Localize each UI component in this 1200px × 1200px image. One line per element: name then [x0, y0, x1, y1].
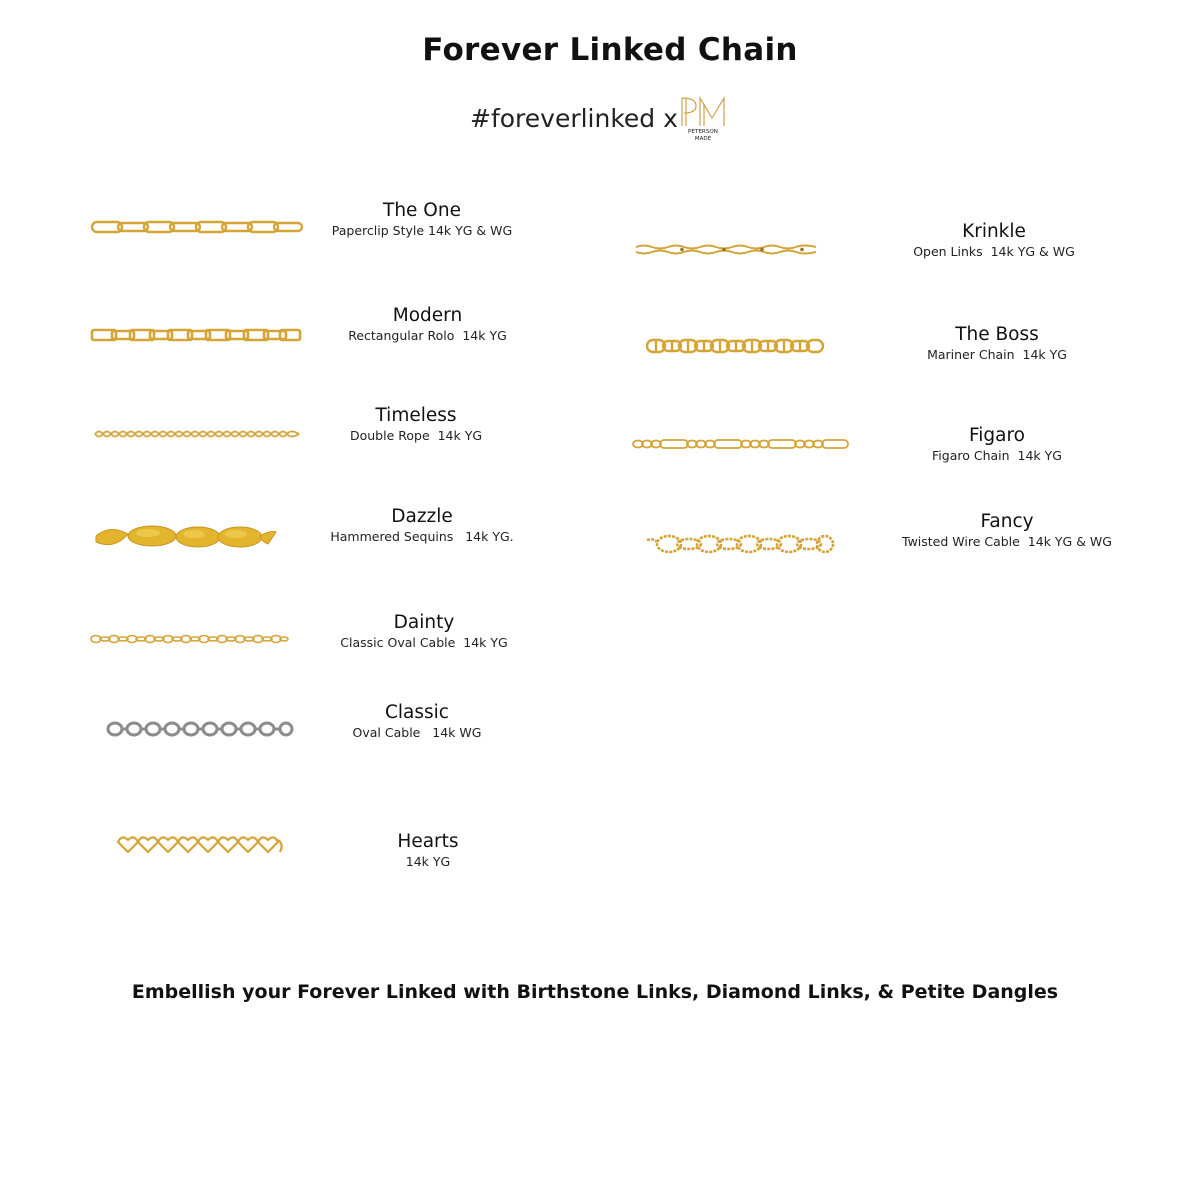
chain-description: Open Links 14k YG & WG: [913, 244, 1075, 259]
chain-label-hearts: [370, 831, 486, 871]
chain-name: The Boss: [955, 324, 1039, 345]
chain-description: Classic Oval Cable 14k YG: [340, 635, 508, 650]
chain-name: Timeless: [375, 405, 457, 426]
chain-description: Hammered Sequins 14k YG.: [330, 529, 514, 544]
chain-description: 14k YG: [405, 854, 451, 869]
peterson-made-logo: [676, 96, 728, 142]
chain-name: The One: [383, 200, 461, 221]
chain-description: Rectangular Rolo 14k YG: [348, 328, 507, 343]
chain-image-timeless: [93, 428, 301, 440]
chain-label-the-one: [322, 200, 522, 240]
chain-label-figaro: [922, 425, 1072, 465]
chain-name: Dainty: [393, 612, 455, 633]
chain-image-dazzle: [94, 522, 278, 550]
chain-image-the-one: [90, 218, 304, 236]
chain-description: Figaro Chain 14k YG: [932, 448, 1062, 463]
chain-label-dainty: [322, 612, 526, 652]
chain-description: Double Rope 14k YG: [349, 428, 483, 443]
hashtag-tagline: #foreverlinked x: [470, 104, 678, 133]
chain-label-classic: [330, 702, 504, 742]
chain-name: Modern: [392, 305, 463, 326]
chain-image-classic: [106, 718, 294, 740]
chain-name: Dazzle: [391, 506, 453, 527]
chain-image-krinkle: [634, 242, 818, 256]
chain-name: Hearts: [397, 831, 459, 852]
chain-image-fancy: [645, 532, 835, 556]
chain-image-hearts: [114, 830, 286, 856]
logo-line2: MADE: [694, 136, 712, 142]
chain-description: Oval Cable 14k WG: [352, 725, 482, 740]
chain-label-dazzle: [310, 506, 534, 546]
chain-label-the-boss: [912, 324, 1082, 364]
chain-description: Mariner Chain 14k YG: [927, 347, 1067, 362]
chain-name: Figaro: [968, 425, 1026, 446]
chain-name: Classic: [385, 702, 449, 723]
page-title: Forever Linked Chain: [422, 32, 798, 68]
chain-name: Fancy: [980, 511, 1034, 532]
footer-note: Embellish your Forever Linked with Birthstone Links, Diamond Links, & Petite Dangles: [131, 981, 1059, 1003]
chain-image-the-boss: [645, 337, 825, 355]
chain-image-dainty: [90, 632, 290, 646]
chain-label-modern: [330, 305, 525, 345]
chain-name: Krinkle: [962, 221, 1026, 242]
chain-label-krinkle: [904, 221, 1084, 261]
logo-line1: PETERSON: [688, 129, 718, 135]
chain-image-figaro: [632, 437, 850, 451]
chain-label-fancy: [888, 511, 1126, 551]
chain-label-timeless: [318, 405, 514, 445]
chain-description: Paperclip Style 14k YG & WG: [331, 223, 513, 238]
chain-description: Twisted Wire Cable 14k YG & WG: [902, 534, 1112, 549]
chain-image-modern: [90, 327, 302, 343]
